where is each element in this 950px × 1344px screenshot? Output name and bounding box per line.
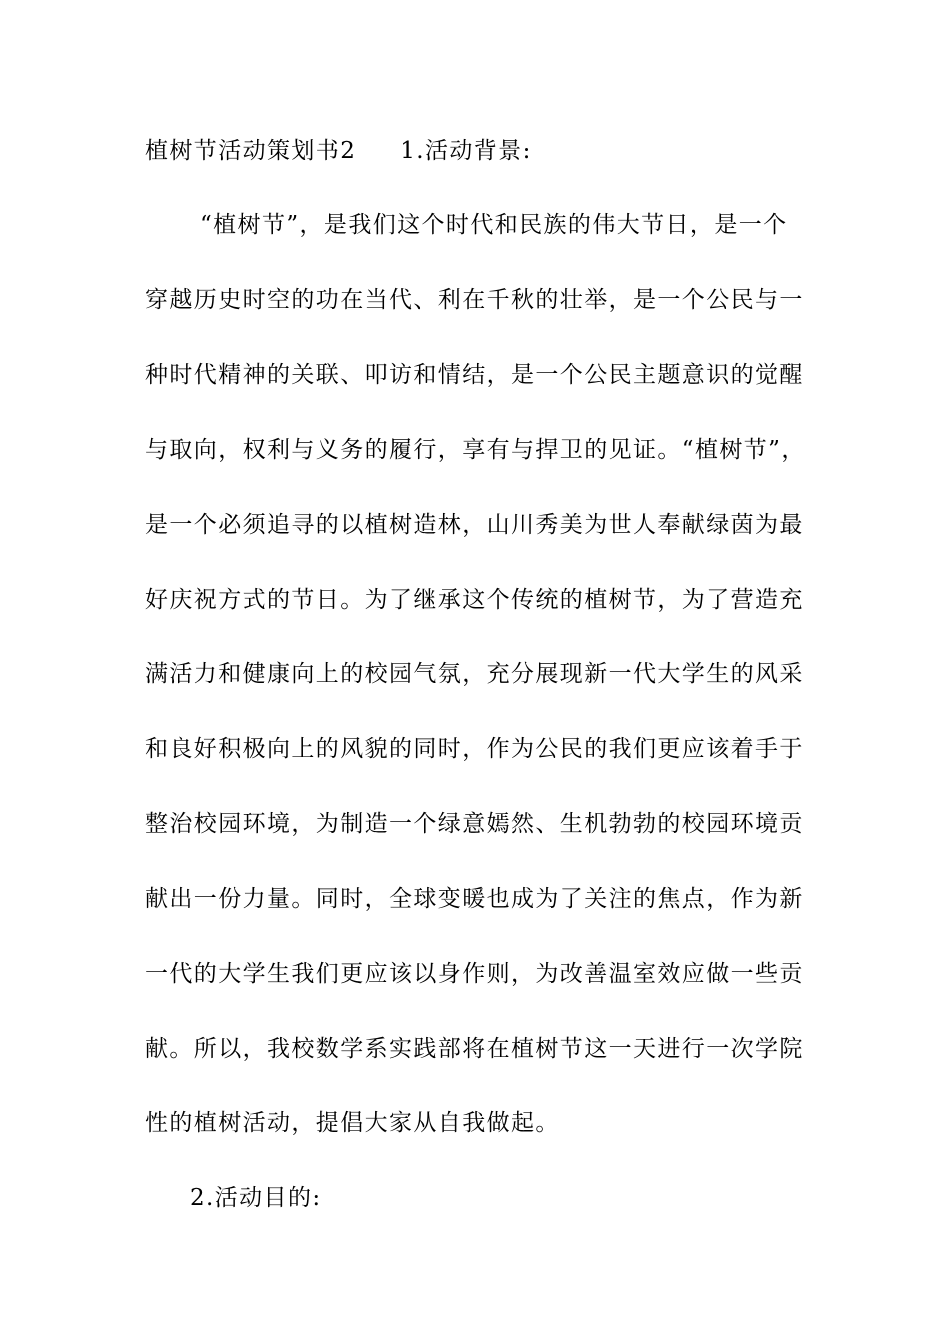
body-line: 献出一份力量。同时，全球变暖也成为了关注的焦点，作为新	[145, 886, 804, 912]
body-line: 一代的大学生我们更应该以身作则，为改善温室效应做一些贡	[145, 961, 804, 987]
document-heading-line	[145, 136, 532, 166]
body-line: 满活力和健康向上的校园气氛，充分展现新一代大学生的风采	[145, 661, 804, 687]
body-line: 好庆祝方式的节日。为了继承这个传统的植树节，为了营造充	[145, 587, 804, 613]
document-title: 植树节活动策划书2	[145, 138, 357, 164]
body-line: “植树节”，是我们这个时代和民族的伟大节日，是一个	[200, 212, 788, 238]
body-line: 和良好积极向上的风貌的同时，作为公民的我们更应该着手于	[145, 736, 804, 762]
section2-heading: 2.活动目的:	[190, 1185, 322, 1211]
body-line: 性的植树活动，提倡大家从自我做起。	[145, 1110, 560, 1136]
body-line: 与取向，权利与义务的履行，享有与捍卫的见证。“植树节”，	[145, 437, 806, 463]
body-line: 整治校园环境，为制造一个绿意嫣然、生机勃勃的校园环境贡	[145, 811, 804, 837]
body-line: 献。所以，我校数学系实践部将在植树节这一天进行一次学院	[145, 1036, 804, 1062]
body-line: 是一个必须追寻的以植树造林，山川秀美为世人奉献绿茵为最	[145, 512, 804, 538]
body-line: 种时代精神的关联、叩访和情结，是一个公民主题意识的觉醒	[145, 362, 804, 388]
body-line: 穿越历史时空的功在当代、利在千秋的壮举，是一个公民与一	[145, 287, 804, 313]
section1-heading: 1.活动背景:	[400, 138, 532, 164]
